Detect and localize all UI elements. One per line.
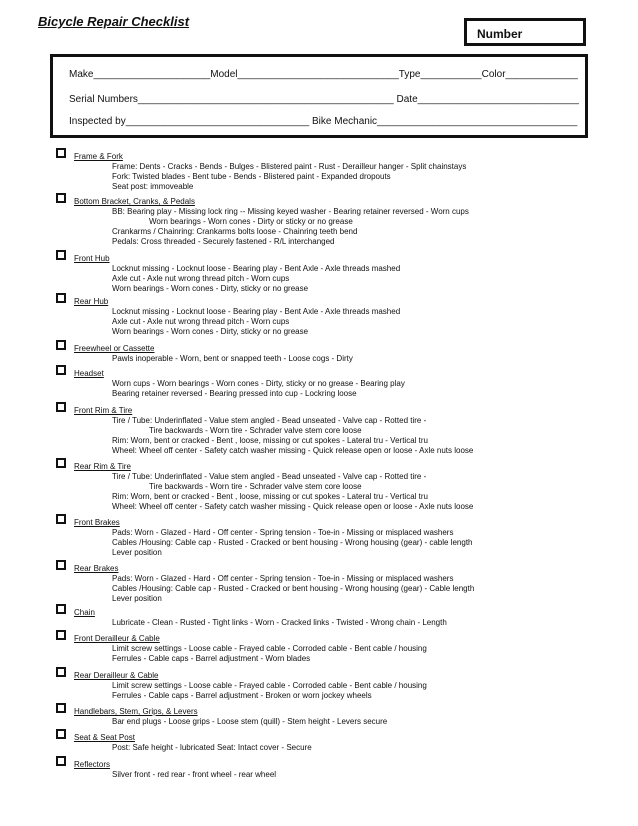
- checklist-item-detail: Tire / Tube: Underinflated - Value stem angled - Bead unseated - Valve cap - Rotted tire -: [112, 416, 427, 425]
- checklist-item-title: Front Brakes: [74, 518, 120, 527]
- page-title: Bicycle Repair Checklist: [38, 14, 190, 29]
- checkbox[interactable]: [56, 604, 66, 614]
- checkbox[interactable]: [56, 365, 66, 375]
- checklist-item-detail: Pawls inoperable - Worn, bent or snapped teeth - Loose cogs - Dirty: [112, 354, 353, 363]
- serial-date-line[interactable]: Serial Numbers______________________________________________ Date_____________________________: [69, 94, 579, 105]
- checklist-item-detail: Limit screw settings - Loose cable - Frayed cable - Corroded cable - Bent cable / housing: [112, 644, 427, 653]
- checklist-item-detail: Worn bearings - Worn cones - Dirty or sticky or no grease: [149, 217, 353, 226]
- checklist-item-title: Frame & Fork: [74, 152, 123, 161]
- checklist-item-title: Rear Derailleur & Cable: [74, 671, 159, 680]
- checklist-item-title: Freewheel or Cassette: [74, 344, 155, 353]
- checklist-item-detail: Cables /Housing: Cable cap - Rusted - Cracked or bent housing - Wrong housing (gear) - Cable length: [112, 584, 475, 593]
- checklist-item-detail: Tire / Tube: Underinflated - Value stem angled - Bead unseated - Valve cap - Rotted tire -: [112, 472, 427, 481]
- inspector-mechanic-line[interactable]: Inspected by_________________________________ Bike Mechanic____________________________________: [69, 116, 578, 127]
- checkbox[interactable]: [56, 340, 66, 350]
- checklist-item-detail: Bearing retainer reversed - Bearing pressed into cup - Lockring loose: [112, 389, 357, 398]
- checklist-item-detail: Pads: Worn - Glazed - Hard - Off center - Spring tension - Toe-in - Missing or misplaced washers: [112, 574, 454, 583]
- checklist-item-detail: Axle cut - Axle nut wrong thread pitch - Worn cups: [112, 317, 290, 326]
- checklist-item-detail: Bar end plugs - Loose grips - Loose stem (quill) - Stem height - Levers secure: [112, 717, 388, 726]
- checklist-item-detail: Lubricate - Clean - Rusted - Tight links - Worn - Cracked links - Twisted - Wrong chain - Length: [112, 618, 447, 627]
- checklist-item-detail: Ferrules - Cable caps - Barrel adjustment - Worn blades: [112, 654, 311, 663]
- checkbox[interactable]: [56, 703, 66, 713]
- checkbox[interactable]: [56, 293, 66, 303]
- checkbox[interactable]: [56, 729, 66, 739]
- checkbox[interactable]: [56, 630, 66, 640]
- checklist-item-detail: Lever position: [112, 548, 162, 557]
- checklist-item-detail: Wheel: Wheel off center - Safety catch washer missing - Quick release open or loose - Axle nuts loose: [112, 502, 474, 511]
- checkbox[interactable]: [56, 193, 66, 203]
- checklist-item-detail: Fork: Twisted blades - Bent tube - Bends - Blistered paint - Expanded dropouts: [112, 172, 391, 181]
- checklist-item-title: Rear Hub: [74, 297, 109, 306]
- checklist-item-detail: Worn bearings - Worn cones - Dirty, sticky or no grease: [112, 284, 309, 293]
- checklist-item-detail: Wheel: Wheel off center - Safety catch washer missing - Quick release open or loose - Axle nuts loose: [112, 446, 474, 455]
- checklist-item-detail: Frame: Dents - Cracks - Bends - Bulges - Blistered paint - Rust - Derailleur hanger - Split chainstays: [112, 162, 467, 171]
- checklist-item-detail: Worn cups - Worn bearings - Worn cones - Dirty, sticky or no grease - Bearing play: [112, 379, 405, 388]
- checklist-item-detail: Worn bearings - Worn cones - Dirty, sticky or no grease: [112, 327, 309, 336]
- checklist-item-title: Chain: [74, 608, 95, 617]
- checklist-item-title: Seat & Seat Post: [74, 733, 135, 742]
- checklist-item-detail: Post: Safe height - lubricated Seat: Intact cover - Secure: [112, 743, 312, 752]
- checkbox[interactable]: [56, 402, 66, 412]
- checklist-item-detail: Seat post: immoveable: [112, 182, 194, 191]
- vehicle-info-box: [50, 54, 588, 138]
- number-label: Number: [477, 27, 523, 41]
- make-model-type-color-line[interactable]: Make_____________________Model_____________________________Type___________Color_____________: [69, 69, 578, 80]
- checklist-item-detail: Limit screw settings - Loose cable - Frayed cable - Corroded cable - Bent cable / housing: [112, 681, 427, 690]
- checklist-item-title: Rear Brakes: [74, 564, 119, 573]
- checkbox[interactable]: [56, 667, 66, 677]
- number-field[interactable]: [464, 18, 586, 46]
- checklist-item-title: Front Derailleur & Cable: [74, 634, 160, 643]
- checklist-item-detail: Axle cut - Axle nut wrong thread pitch - Worn cups: [112, 274, 290, 283]
- checkbox[interactable]: [56, 250, 66, 260]
- checkbox[interactable]: [56, 148, 66, 158]
- checklist-item-detail: Rim: Worn, bent or cracked - Bent , loose, missing or cut spokes - Lateral tru - Vertical tru: [112, 492, 428, 501]
- checklist-item-title: Headset: [74, 369, 104, 378]
- checklist-item-title: Front Rim & Tire: [74, 406, 133, 415]
- checklist-item-title: Reflectors: [74, 760, 111, 769]
- checklist-item-detail: Tire backwards - Worn tire - Schrader valve stem core loose: [149, 482, 362, 491]
- checklist-item-detail: Lever position: [112, 594, 162, 603]
- checkbox[interactable]: [56, 458, 66, 468]
- checklist-item-detail: Pedals: Cross threaded - Securely fastened - R/L interchanged: [112, 237, 335, 246]
- checklist-item-detail: Locknut missing - Locknut loose - Bearing play - Bent Axle - Axle threads mashed: [112, 264, 401, 273]
- checklist-item-title: Bottom Bracket, Cranks, & Pedals: [74, 197, 195, 206]
- checkbox[interactable]: [56, 560, 66, 570]
- checklist-item-detail: Rim: Worn, bent or cracked - Bent , loose, missing or cut spokes - Lateral tru - Vertical tru: [112, 436, 428, 445]
- checklist-item-detail: Locknut missing - Locknut loose - Bearing play - Bent Axle - Axle threads mashed: [112, 307, 401, 316]
- checklist-item-detail: Silver front - red rear - front wheel - rear wheel: [112, 770, 277, 779]
- checklist-item-detail: BB: Bearing play - Missing lock ring -- Missing keyed washer - Bearing retainer reversed - Worn cups: [112, 207, 469, 216]
- checklist-item-detail: Cables /Housing: Cable cap - Rusted - Cracked or bent housing - Wrong housing (gear) - cable length: [112, 538, 473, 547]
- checklist-item-detail: Tire backwards - Worn tire - Schrader valve stem core loose: [149, 426, 362, 435]
- checklist-item-title: Rear Rim & Tire: [74, 462, 131, 471]
- checklist-item-title: Handlebars, Stem, Grips, & Levers: [74, 707, 198, 716]
- checkbox[interactable]: [56, 514, 66, 524]
- checklist-item-title: Front Hub: [74, 254, 110, 263]
- checklist-item-detail: Pads: Worn - Glazed - Hard - Off center - Spring tension - Toe-in - Missing or misplaced washers: [112, 528, 454, 537]
- checkbox[interactable]: [56, 756, 66, 766]
- checklist-item-detail: Ferrules - Cable caps - Barrel adjustment - Broken or worn jockey wheels: [112, 691, 372, 700]
- checklist-item-detail: Crankarms / Chainring: Crankarms bolts loose - Chainring teeth bend: [112, 227, 358, 236]
